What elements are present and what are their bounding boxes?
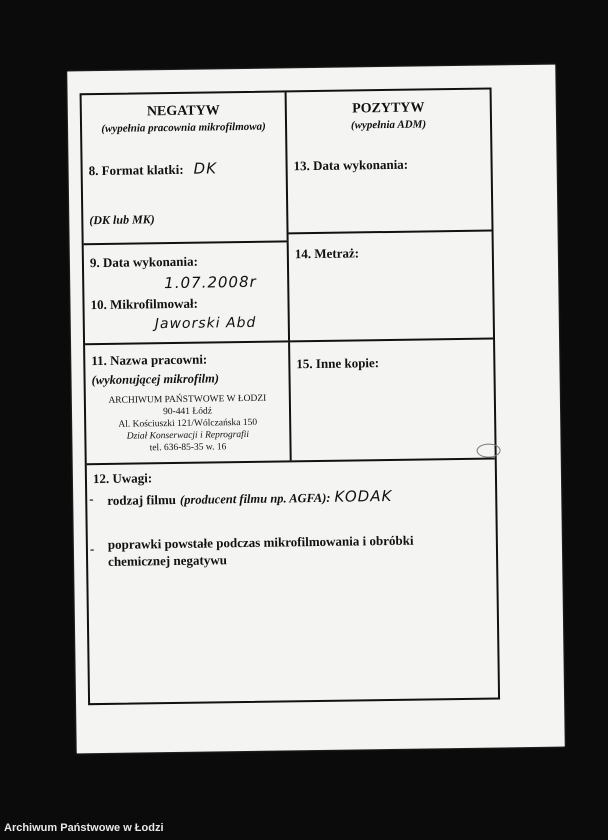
workshop-section bbox=[85, 342, 292, 463]
pozytyw-title: POZYTYW bbox=[352, 100, 425, 117]
copies-section bbox=[290, 340, 495, 461]
format-hint: (DK lub MK) bbox=[89, 212, 155, 228]
pozytyw-date-label: 13. Data wykonania: bbox=[293, 156, 409, 174]
length-label: 14. Metraż: bbox=[294, 245, 360, 262]
copies-label: 15. Inne kopie: bbox=[296, 355, 380, 372]
archive-stamp bbox=[86, 392, 290, 455]
uwagi-section bbox=[87, 460, 494, 702]
film-producer-hint: (producent filmu np. AGFA): bbox=[179, 490, 331, 507]
uwagi-item-1-text bbox=[107, 487, 392, 510]
workshop-hint: (wykonującej mikrofilm) bbox=[91, 371, 220, 388]
uwagi-item-2 bbox=[88, 532, 488, 569]
film-type-label: rodzaj filmu bbox=[107, 491, 177, 508]
microfilmed-label: 10. Mikrofilmował: bbox=[90, 295, 198, 313]
pozytyw-section bbox=[287, 90, 492, 241]
stamp-line-1: ARCHIWUM PAŃSTWOWE W ŁODZI bbox=[108, 393, 267, 406]
format-label: 8. Format klatki: bbox=[88, 161, 184, 179]
date-microfilmed-section bbox=[84, 242, 290, 343]
microfilm-form-card bbox=[67, 65, 564, 754]
negatyw-date-value: 1.07.2008r bbox=[164, 272, 257, 293]
corrections-line-1: poprawki powstałe podczas mikrofilmowania i obróbki bbox=[107, 532, 414, 552]
workshop-label: 11. Nazwa pracowni: bbox=[91, 351, 208, 369]
format-row bbox=[89, 158, 284, 180]
stamp-line-5: tel. 636-85-35 w. 16 bbox=[149, 442, 227, 454]
microfilmed-signature: Jaworski Abd bbox=[154, 314, 257, 333]
uwagi-item-1 bbox=[87, 486, 487, 508]
stamp-line-2: 90-441 Łódź bbox=[163, 406, 213, 418]
uwagi-label: 12. Uwagi: bbox=[92, 470, 153, 487]
archive-footer: Archiwum Państwowe w Łodzi bbox=[4, 822, 164, 834]
negatyw-title: NEGATYW bbox=[146, 103, 220, 120]
punch-hole-mark bbox=[477, 443, 501, 457]
length-section bbox=[289, 232, 493, 341]
negatyw-section bbox=[82, 92, 289, 243]
negatyw-date-label: 9. Data wykonania: bbox=[89, 253, 199, 271]
form-grid bbox=[80, 88, 501, 706]
bullet-2: - bbox=[89, 541, 95, 557]
stamp-line-3: Al. Kościuszki 121/Wólczańska 150 bbox=[118, 417, 258, 430]
format-value: DK bbox=[193, 159, 218, 178]
bullet-1: - bbox=[89, 491, 94, 507]
pozytyw-subtitle: (wypełnia ADM) bbox=[350, 118, 427, 132]
stamp-line-4: Dział Konserwacji i Reprografii bbox=[126, 429, 250, 442]
corrections-line-2: chemicznej negatywu bbox=[108, 552, 227, 569]
negatyw-subtitle: (wypełnia pracownia mikrofilmowa) bbox=[101, 120, 266, 135]
film-producer-value: KODAK bbox=[334, 486, 393, 506]
